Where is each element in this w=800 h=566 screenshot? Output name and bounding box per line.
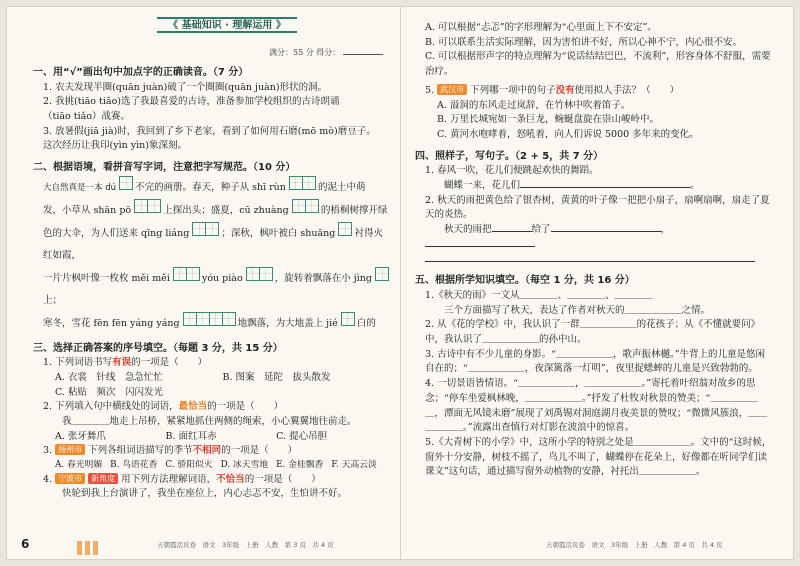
s4-fill-1[interactable]: 蝴蝶一来，花儿们 。 (444, 179, 700, 191)
s2-text: 寒冬，雪花 fēn fēn yáng yáng (43, 317, 180, 329)
right-footer: 天朝霞活页卷 语文 3年级 上册 人教 第 4 页 共 4 页 (546, 541, 723, 549)
s5-item-2[interactable]: 2. 从《花的学校》中，我认识了一群＿＿＿＿＿＿的花孩子；从《不懂就要问》中，我认识了＿＿＿＿＿＿的孙中山。 (425, 319, 761, 345)
s4-text: 蝴蝶一来，花儿们 (444, 179, 521, 191)
s3-q1-options (55, 371, 390, 400)
s1-item-3b[interactable]: 这次经历让我印(yìn yìn)象深刻。 (43, 140, 187, 152)
s2-line-3 (43, 222, 390, 267)
writing-grid[interactable] (183, 312, 235, 335)
s2-line-2 (43, 199, 390, 222)
s2-text: ，旋转着飘落在小 jìng (274, 272, 372, 284)
section-1-title: 一、用“√”画出句中加点字的正确读音。（7 分） (33, 67, 249, 78)
right-page (401, 7, 795, 559)
s4-example-1: 1. 春风一吹，花儿们便跳起欢快的舞蹈。 (425, 165, 599, 177)
score-blank[interactable] (343, 54, 383, 55)
q4-option-b[interactable]: B. 可以联系生活实际理解，因为害怕讲不好，所以心神不宁，内心很不安。 (425, 36, 743, 48)
writing-grid[interactable] (338, 222, 351, 245)
s3-q2-options (55, 430, 390, 445)
s2-line-5 (43, 312, 390, 335)
q4-option-c[interactable]: C. 可以根据形声字的特点理解为“说话结结巴巴，不流利”，形容身体不舒服，需要治疗。 (425, 51, 771, 78)
writing-grid[interactable] (292, 199, 318, 222)
q-keyword: 不恰当 (216, 473, 245, 485)
option-a[interactable]: A. 衣裳 针线 急急忙忙 (55, 371, 163, 383)
decorative-bars (77, 541, 98, 555)
writing-grid[interactable] (246, 267, 272, 290)
answer-blank[interactable] (520, 187, 690, 188)
s2-text: 上； (43, 294, 63, 306)
s2-text: 白的 (356, 317, 376, 329)
writing-grid[interactable] (119, 176, 132, 199)
section-3-title: 三、选择正确答案的序号填空。（每题 3 分，共 15 分） (33, 342, 283, 354)
s3-q3[interactable]: 3. 扬州市 下列各组词语描写的季节不相同的一项是（ ） (43, 445, 298, 457)
s3-q2[interactable] (43, 400, 390, 415)
q-keyword: 最恰当 (178, 401, 208, 413)
s4-example-2: 2. 秋天的雨把黄色给了银杏树，黄黄的叶子像一把把小扇子，扇啊扇啊，扇走了夏天的炎热。 (425, 194, 770, 221)
s3-q5[interactable]: 5. 武汉市 下列哪一项中的句子没有使用拟人手法？（ ） (425, 84, 680, 96)
option-a[interactable]: A. 张牙舞爪 (55, 430, 106, 442)
q-keyword: 有误 (112, 357, 132, 369)
q-text: 使用拟人手法？（ ） (574, 84, 680, 96)
writing-grid[interactable] (192, 222, 218, 245)
s2-text: ；深秋，枫叶被白 shuāng (221, 227, 336, 239)
s2-line-4 (43, 267, 390, 312)
new-angle-tag: 新角度 (88, 473, 118, 484)
s1-item-2[interactable]: 2. 我挑(tiāo tiǎo)选了我最喜爱的古诗，准备参加学校组织的古诗朗诵 (43, 96, 340, 108)
q-text: 1. 下列词语书写 (43, 357, 113, 369)
s3-q4-sentence: 快轮到我上台演讲了，我坐在座位上，内心忐忑不安，生怕讲不好。 (62, 488, 348, 500)
s2-text: 大自然真是一本 dú (43, 182, 116, 193)
s2-text: 不完的画册。春天，种子从 shī rùn (135, 181, 286, 193)
s1-item-3[interactable]: 3. 放暑假(jiā jià)时，我回到了乡下老家，看到了如何用石磨(mō mò)磨豆子。 (43, 125, 376, 137)
answer-blank[interactable] (492, 231, 532, 232)
s2-text: 衬得火红如霞， (43, 227, 383, 261)
workbook-spread (6, 6, 794, 560)
option-f[interactable]: F. 天高云淡 (331, 460, 377, 471)
s2-text: yóu piào (201, 272, 243, 284)
option-e[interactable]: E. 金桂飘香 (276, 460, 324, 471)
page-number: 6 (21, 537, 30, 551)
left-footer: 天朝霞活页卷 语文 3年级 上册 人教 第 3 页 共 4 页 (157, 541, 334, 549)
option-c[interactable]: C. 提心吊胆 (276, 430, 328, 442)
s2-text: 的梧桐树撑开绿 (320, 204, 388, 216)
q-text: 的一项是（ ） (221, 445, 298, 457)
region-tag: 宁波市 (55, 473, 85, 484)
option-d[interactable]: D. 冰天雪地 (220, 460, 269, 471)
writing-grid[interactable] (134, 199, 160, 222)
q-text: 2. 下列填入句中横线处的词语， (43, 401, 179, 413)
q-text: 的一项是（ ） (244, 473, 321, 485)
s5-item-5[interactable]: 5.《大青树下的小学》中，这所小学的特别之处是＿＿＿＿＿＿。文中的“这时候，窗外十分安静，树枝不摇了，鸟儿不叫了，蝴蝶停在花朵上，好像都在听同学们读课文”这句话，通过描写窗外动植物的安静，衬托出＿＿＿＿＿＿。 (425, 436, 772, 478)
s3-q1[interactable] (43, 356, 390, 371)
q5-option-c[interactable]: C. 黄河水咆哮着，怒吼着，向人们诉说 5000 多年来的变化。 (437, 129, 699, 141)
q5-option-a[interactable]: A. 溢洞的东风走过岚辞，在竹林中吹着笛子。 (437, 99, 631, 111)
s2-line-1 (43, 176, 390, 199)
answer-blank[interactable] (425, 246, 535, 247)
region-tag: 扬州市 (55, 444, 85, 455)
s2-text: 一片片枫叶像一枚枚 měi měi (43, 272, 170, 284)
s3-q3-options (55, 459, 390, 473)
option-b[interactable]: B. 面红耳赤 (165, 430, 217, 442)
q-keyword: 没有 (555, 84, 575, 96)
writing-grid[interactable] (173, 267, 199, 290)
answer-blank[interactable] (425, 261, 755, 262)
s4-text: 给了 (531, 224, 551, 236)
option-c[interactable]: C. 粘贴 频次 闪闪发光 (55, 386, 163, 398)
s5-item-1b[interactable]: 三个方面描写了秋天，表达了作者对秋天的＿＿＿＿＿＿之情。 (444, 304, 711, 316)
q-text: 的一项是（ ） (207, 401, 284, 413)
left-page (7, 7, 401, 559)
s1-item-2b[interactable]: （tiāo tiǎo）战赛。 (43, 110, 130, 122)
s5-item-1[interactable]: 1.《秋天的雨》一文从＿＿＿＿、＿＿＿＿、＿＿＿＿ (425, 289, 653, 301)
q4-option-a[interactable]: A. 可以根据“忐忑”的字形理解为“心里面上下不安定”。 (425, 22, 657, 33)
section-banner: 《 基础知识 · 理解运用 》 (157, 17, 297, 33)
section-4-title: 四、照样子，写句子。（2 + 5，共 7 分） (415, 150, 604, 162)
option-a[interactable]: A. 春光明媚 (55, 460, 103, 471)
s1-item-1[interactable]: 1. 农夫发现半圈(quān juàn)破了一个圈圈(quān juàn)形状的洞。 (43, 81, 328, 93)
option-c[interactable]: C. 骄阳似火 (165, 460, 213, 471)
s3-q2-sentence: 我＿＿＿＿地走上吊桥，紧紧地抓住两侧的绳索，小心翼翼地往前走。 (62, 415, 357, 427)
section-2-title: 二、根据语境，看拼音写字词，注意把字写规范。（10 分） (33, 162, 296, 174)
writing-grid[interactable] (341, 312, 354, 335)
section-5-title: 五、根据所学知识填空。（每空 1 分，共 16 分） (415, 275, 635, 287)
option-b[interactable]: B. 鸟语花香 (110, 460, 158, 471)
region-tag: 武汉市 (437, 84, 467, 95)
s4-fill-2[interactable]: 秋天的雨把 给了 ， (425, 223, 773, 252)
s2-text: 发，小草从 shān pō (43, 204, 132, 216)
s4-fill-2b[interactable] (425, 253, 773, 268)
q-text: 的一项是（ ） (131, 357, 208, 369)
q-keyword: 不相同 (192, 445, 222, 457)
option-b[interactable]: B. 图案 延陀 拔头散发 (222, 371, 331, 383)
s2-text: 的泥土中萌 (317, 181, 366, 193)
score-line (269, 47, 383, 58)
writing-grid[interactable] (289, 176, 315, 199)
s5-item-4[interactable]: 4. 一切景语皆情语。“＿＿＿＿＿＿，＿＿＿＿＿＿。”寄托着叶绍翁对故乡的思念；“停车坐爱枫林晚，＿＿＿＿＿＿。”抒发了杜牧对秋景的赞美；“＿＿＿＿＿＿，潭面无风镜未磨”展现了刘禹锡对洞庭湖月夜美景的赞叹；“微微风簇浪，＿＿＿＿＿＿。”流露出查慎行对灯影在波浪中的惊喜。 (425, 378, 768, 434)
s4-text: 秋天的雨把 (444, 224, 492, 236)
q-text: 用下列方法理解词语， (121, 473, 217, 485)
answer-blank[interactable] (551, 231, 661, 232)
score-full: 满分：55 分 (269, 48, 314, 57)
q5-option-b[interactable]: B. 万里长城宛如一条巨龙，蜿蜒盘旋在崇山峻岭中。 (437, 114, 660, 126)
q-text: 下列各组词语描写的季节 (88, 445, 193, 457)
s2-text: 色的大伞，为人们送来 qīng liáng (43, 227, 190, 239)
writing-grid[interactable] (375, 267, 388, 290)
score-label: 得分： (316, 48, 341, 57)
q-text: 下列哪一项中的句子 (470, 84, 556, 96)
s3-q4[interactable]: 4. 宁波市 新角度 用下列方法理解词语，不恰当的一项是（ ） (43, 473, 321, 485)
s2-text: 地飘落，为大地盖上 jié (237, 317, 338, 329)
s2-text: 上探出头；盛夏，cū zhuàng (163, 204, 289, 216)
s5-item-3[interactable]: 3. 古诗中有不少儿童的身影。“＿＿＿＿＿＿，歌声振林樾。”牛背上的儿童是悠闲自在的；“＿＿＿＿＿＿，夜深篱落一灯明”，夜里捉蟋蟀的儿童是兴致勃勃的。 (425, 348, 766, 375)
